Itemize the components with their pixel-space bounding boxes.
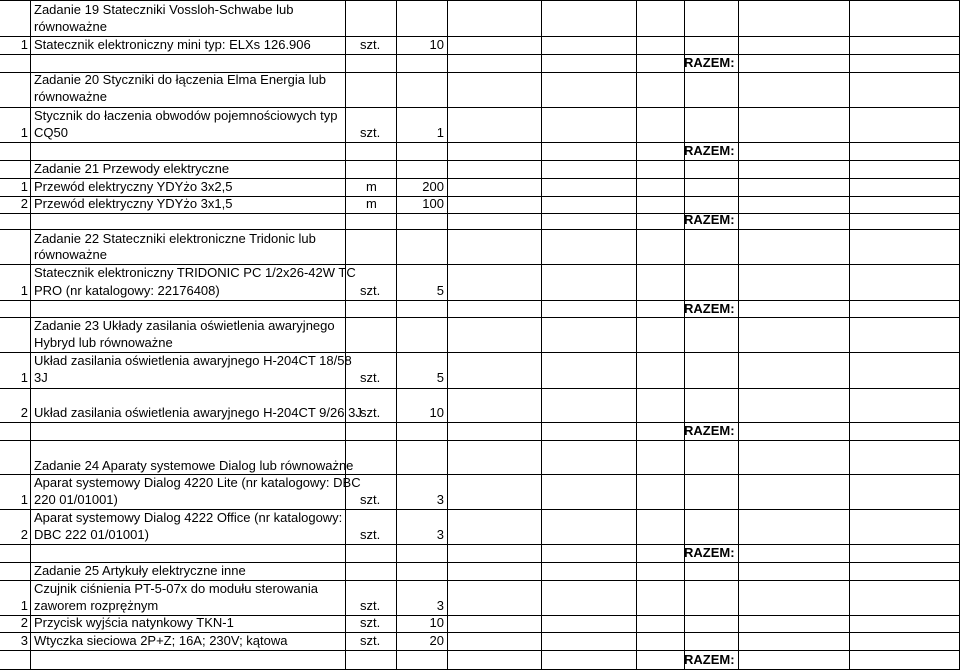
item-qty: 200 — [422, 179, 444, 194]
item-name: Przycisk wyjścia natynkowy TKN-1 — [34, 615, 234, 630]
item-qty: 20 — [429, 633, 444, 648]
section-title: Zadanie 22 Stateczniki elektroniczne Tridonic lub — [34, 231, 316, 246]
item-unit: szt. — [360, 492, 381, 507]
row-border — [0, 142, 960, 143]
item-name: Czujnik ciśnienia PT-5-07x do modułu sterowania — [34, 581, 318, 596]
item-unit: szt. — [360, 598, 381, 613]
row-number: 2 — [20, 527, 28, 542]
item-name: Stycznik do łaczenia obwodów pojemnościowych typ — [34, 108, 338, 123]
row-border — [0, 650, 960, 651]
razem-label: RAZEM: — [684, 55, 735, 70]
item-unit: szt. — [360, 283, 381, 298]
item-unit: szt. — [360, 527, 381, 542]
section-title: równoważne — [34, 19, 107, 34]
item-unit: m — [366, 196, 377, 211]
item-name: zaworem rozprężnym — [34, 598, 159, 613]
item-qty: 5 — [436, 370, 444, 385]
item-qty: 3 — [436, 492, 444, 507]
item-qty: 5 — [436, 283, 444, 298]
row-border — [0, 229, 960, 230]
col-border — [849, 0, 850, 670]
row-border — [0, 213, 960, 214]
item-name: Przewód elektryczny YDYżo 3x1,5 — [34, 196, 233, 211]
section-title: równoważne — [34, 89, 107, 104]
item-name: 3J — [34, 370, 48, 385]
section-title: Zadanie 19 Stateczniki Vossloh-Schwabe lub — [34, 2, 294, 17]
row-number: 2 — [20, 196, 28, 211]
col-border — [636, 0, 637, 670]
row-number: 1 — [20, 37, 28, 52]
col-border — [684, 0, 685, 670]
item-unit: szt. — [360, 633, 381, 648]
item-name: Aparat systemowy Dialog 4220 Lite (nr katalogowy: DBC — [34, 475, 361, 490]
item-name: Statecznik elektroniczny mini typ: ELXs 126.906 — [34, 37, 311, 52]
item-name: DBC 222 01/01001) — [34, 527, 149, 542]
col-border — [738, 0, 739, 670]
col-border — [396, 0, 397, 670]
row-border — [0, 300, 960, 301]
section-title: Zadanie 24 Aparaty systemowe Dialog lub równoważne — [34, 458, 354, 473]
razem-label: RAZEM: — [684, 423, 735, 438]
item-qty: 100 — [422, 196, 444, 211]
item-name: Wtyczka sieciowa 2P+Z; 16A; 230V; kątowa — [34, 633, 288, 648]
row-border — [0, 422, 960, 423]
item-qty: 3 — [436, 598, 444, 613]
row-number: 1 — [20, 125, 28, 140]
item-name: Aparat systemowy Dialog 4222 Office (nr katalogowy: — [34, 510, 343, 525]
section-title: Zadanie 21 Przewody elektryczne — [34, 161, 230, 176]
item-unit: szt. — [360, 125, 381, 140]
razem-label: RAZEM: — [684, 143, 735, 158]
row-border — [0, 544, 960, 545]
row-number: 1 — [20, 492, 28, 507]
row-number: 3 — [20, 633, 28, 648]
col-border — [30, 0, 31, 670]
item-qty: 10 — [429, 615, 444, 630]
row-number: 1 — [20, 598, 28, 613]
row-number: 2 — [20, 615, 28, 630]
item-name: Układ zasilania oświetlenia awaryjnego H-204CT 18/58 — [34, 353, 352, 368]
razem-label: RAZEM: — [684, 301, 735, 316]
section-title: Zadanie 20 Styczniki do łączenia Elma Energia lub — [34, 72, 326, 87]
row-number: 1 — [20, 370, 28, 385]
item-unit: szt. — [360, 37, 381, 52]
row-border — [0, 388, 960, 389]
row-border — [0, 440, 960, 441]
col-border — [541, 0, 542, 670]
item-unit: m — [366, 179, 377, 194]
item-name: PRO (nr katalogowy: 22176408) — [34, 283, 220, 298]
item-unit: szt. — [360, 405, 381, 420]
item-unit: szt. — [360, 615, 381, 630]
row-number: 2 — [20, 405, 28, 420]
item-name: Statecznik elektroniczny TRIDONIC PC 1/2x26-42W TC — [34, 265, 356, 280]
item-name: CQ50 — [34, 125, 68, 140]
col-border — [345, 0, 346, 670]
row-number: 1 — [20, 283, 28, 298]
item-qty: 3 — [436, 527, 444, 542]
section-title: równoważne — [34, 247, 107, 262]
row-number: 1 — [20, 179, 28, 194]
razem-label: RAZEM: — [684, 545, 735, 560]
razem-label: RAZEM: — [684, 652, 735, 667]
item-name: Układ zasilania oświetlenia awaryjnego H-204CT 9/26 3J — [34, 405, 362, 420]
item-qty: 1 — [436, 125, 444, 140]
section-title: Zadanie 23 Układy zasilania oświetlenia awaryjnego — [34, 318, 335, 333]
section-title: Zadanie 25 Artykuły elektryczne inne — [34, 563, 246, 578]
razem-label: RAZEM: — [684, 212, 735, 227]
item-qty: 10 — [429, 37, 444, 52]
section-title: Hybryd lub równoważne — [34, 335, 173, 350]
row-border — [0, 0, 960, 1]
col-border — [447, 0, 448, 670]
item-unit: szt. — [360, 370, 381, 385]
row-border — [0, 54, 960, 55]
item-qty: 10 — [429, 405, 444, 420]
item-name: Przewód elektryczny YDYżo 3x2,5 — [34, 179, 233, 194]
item-name: 220 01/01001) — [34, 492, 118, 507]
